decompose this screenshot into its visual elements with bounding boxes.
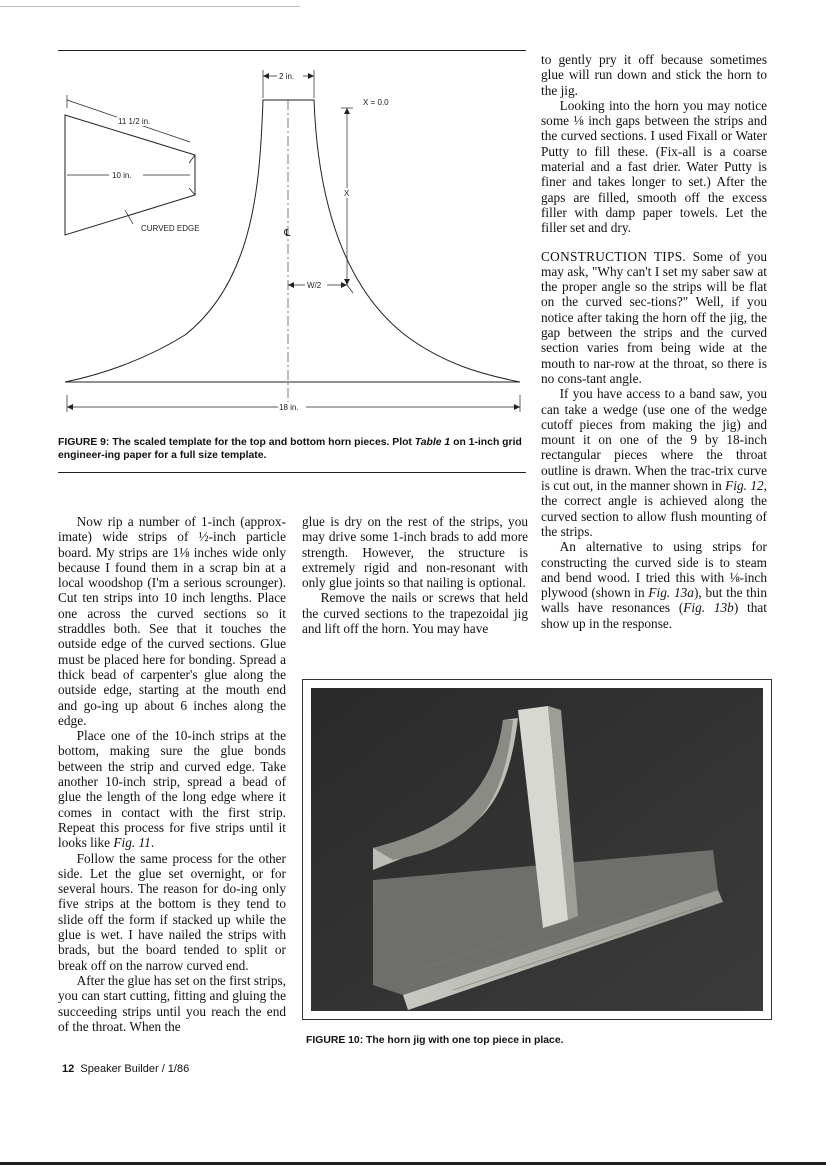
figure9-caption: FIGURE 9: The scaled template for the top and bottom horn pieces. Plot Table 1 on 1-inch grid engineer-ing paper for a full size template. bbox=[58, 437, 522, 461]
scan-edge-line bbox=[0, 6, 300, 7]
bottom-width-label: 18 in. bbox=[279, 403, 299, 412]
paragraph: Looking into the horn you may notice some ⅛ inch gaps between the strips and the curved sections. I used Fixall or Water Putty to fill these. (Fix-all is a coarse material and a fast drier. Water Putty is finer and takes longer to set.) After the gaps are filled, smooth off the excess filler with damp paper towels. Let the filler set and dry. bbox=[541, 97, 767, 236]
paragraph: Now rip a number of 1-inch (approx-imate) wide strips of ½-inch particle board. My strips are 1⅛ inches wide only because I found them in a scrap bin at a local woodshop (I'm a serious scrounger). Cut ten strips into 10 inch lengths. Place one across the curved sections so it straddles both. See that it touches the outside edge of the curved sections. Glue must be placed here for bonding. Spread a thick bead of carpenter's glue along the outside edge, starting at the mouth end and go-ing up about 6 inches along the edge. bbox=[58, 514, 286, 728]
section-heading: CONSTRUCTION TIPS. bbox=[541, 248, 687, 264]
half-width-label: W/2 bbox=[307, 281, 322, 290]
paragraph: to gently pry it off because sometimes glue will run down and stick the horn to the jig. bbox=[541, 52, 767, 98]
paragraph: CONSTRUCTION TIPS. Some of you may ask, "Why can't I set my saber saw at the proper angle so the strips will be flat on the curved sec-tions?" Well, if you notice after taking the horn off the jig, the gap between the strips and the curved section varies from being wide at the mouth to nar-row at the throat, so there is no cons-tant angle. bbox=[541, 248, 767, 386]
wedge-long-label: 11 1/2 in. bbox=[118, 117, 151, 126]
column-3 bbox=[541, 52, 767, 631]
page-number: 12 bbox=[62, 1063, 75, 1075]
figure9-top-rule bbox=[58, 50, 526, 51]
figure9-horn-template-drawing bbox=[55, 60, 530, 420]
paragraph: Place one of the 10-inch strips at the bottom, making sure the glue bonds between the strip and curved edge. Take another 10-inch strip, spread a bead of glue the length of the long edge where it comes in contact with the first strip. Repeat this process for five strips until it looks like Fig. 11. bbox=[58, 728, 286, 851]
figure10-horn-jig-photo bbox=[303, 680, 771, 1019]
centerline-label: ℄ bbox=[284, 228, 291, 239]
wedge-short-label: 10 in. bbox=[112, 171, 132, 180]
x-zero-label: X = 0.0 bbox=[363, 98, 389, 107]
horn-outline bbox=[65, 100, 520, 382]
top-width-label: 2 in. bbox=[279, 72, 295, 81]
figure10-photo-frame bbox=[302, 679, 772, 1020]
figure10-caption: FIGURE 10: The horn jig with one top piece in place. bbox=[306, 1035, 564, 1046]
paragraph: After the glue has set on the first strips, you can start cutting, fitting and gluing the succeeding strips until you reach the end of the throat. When the bbox=[58, 972, 286, 1034]
publication-line: Speaker Builder / 1/86 bbox=[80, 1063, 190, 1075]
scan-bottom-edge bbox=[0, 1162, 826, 1165]
figure9-bottom-rule bbox=[58, 472, 526, 473]
paragraph: Follow the same process for the other side. Let the glue set overnight, or for several hours. The reason for do-ing only five strips at the bottom is they tend to slide off the form if stacked up while the glue is wet. I have nailed the strips with brads, but the board tended to split or break off on the narrow curved end. bbox=[58, 850, 286, 973]
page-footer bbox=[62, 1063, 189, 1075]
paragraph: Remove the nails or screws that held the curved sections to the trapezoidal jig and lift off the horn. You may have bbox=[302, 590, 528, 637]
paragraph: glue is dry on the rest of the strips, you may drive some 1-inch brads to add more strength. However, the structure is extremely rigid and non-resonant with only glue joints so that nailing is optional. bbox=[302, 514, 528, 591]
curved-edge-label: CURVED EDGE bbox=[141, 224, 200, 233]
paragraph: If you have access to a band saw, you can take a wedge (use one of the wedge cutoff pieces from making the jig) and mount it on one of the 9 by 18-inch rectangular pieces where the throat outline is drawn. When the trac-trix curve is cut out, in the manner shown in Fig. 12, the correct angle is achieved along the curved section to allow flush mounting of the strips. bbox=[541, 386, 767, 539]
column-2 bbox=[302, 514, 528, 636]
paragraph: An alternative to using strips for constructing the curved side is to steam and bend wood. I tried this with ⅛-inch plywood (shown in Fig. 13a), but the thin walls have resonances (Fig. 13b) that show up in the response. bbox=[541, 539, 767, 631]
x-axis-label: X bbox=[344, 189, 350, 198]
column-1 bbox=[58, 514, 286, 1034]
